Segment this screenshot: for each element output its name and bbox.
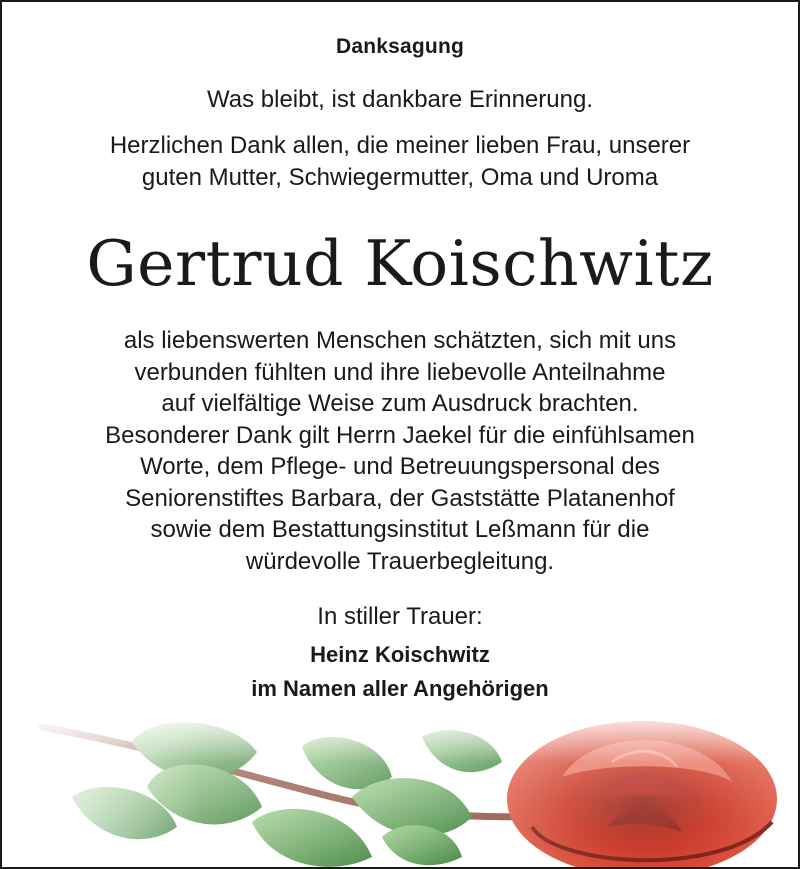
deceased-name: Gertrud Koischwitz — [86, 227, 714, 300]
signer-name: Heinz Koischwitz — [310, 642, 490, 667]
intro-line: Herzlichen Dank allen, die meiner lieben Frau, unserer — [109, 132, 691, 159]
notice-quote: Was bleibt, ist dankbare Erinnerung. — [207, 86, 593, 113]
thanks-line: verbunden fühlten und ihre liebevolle Anteilnahme — [134, 358, 666, 386]
closing-line: In stiller Trauer: — [317, 603, 483, 630]
rose-image — [2, 707, 798, 867]
thanks-line: Worte, dem Pflege- und Betreuungspersonal des — [140, 453, 660, 480]
intro-text — [42, 130, 758, 194]
thanks-text — [32, 325, 768, 577]
intro-line: guten Mutter, Schwiegermutter, Oma und Uroma — [141, 164, 659, 191]
thanks-line: sowie dem Bestattungsinstitut Leßmann für die — [150, 516, 650, 543]
thanks-line: Besonderer Dank gilt Herrn Jaekel für die einfühlsamen — [105, 421, 695, 449]
thanks-line: würdevolle Trauerbegleitung. — [245, 547, 555, 575]
thanks-line: auf vielfältige Weise zum Ausdruck brachten. — [161, 390, 639, 417]
signer-note: im Namen aller Angehörigen — [251, 676, 549, 701]
thanks-line: Seniorenstiftes Barbara, der Gaststätte Platanenhof — [125, 484, 675, 512]
notice-heading: Danksagung — [335, 35, 465, 58]
thanks-line: als liebenswerten Menschen schätzten, sich mit uns — [123, 327, 677, 354]
signer-block — [2, 638, 798, 706]
